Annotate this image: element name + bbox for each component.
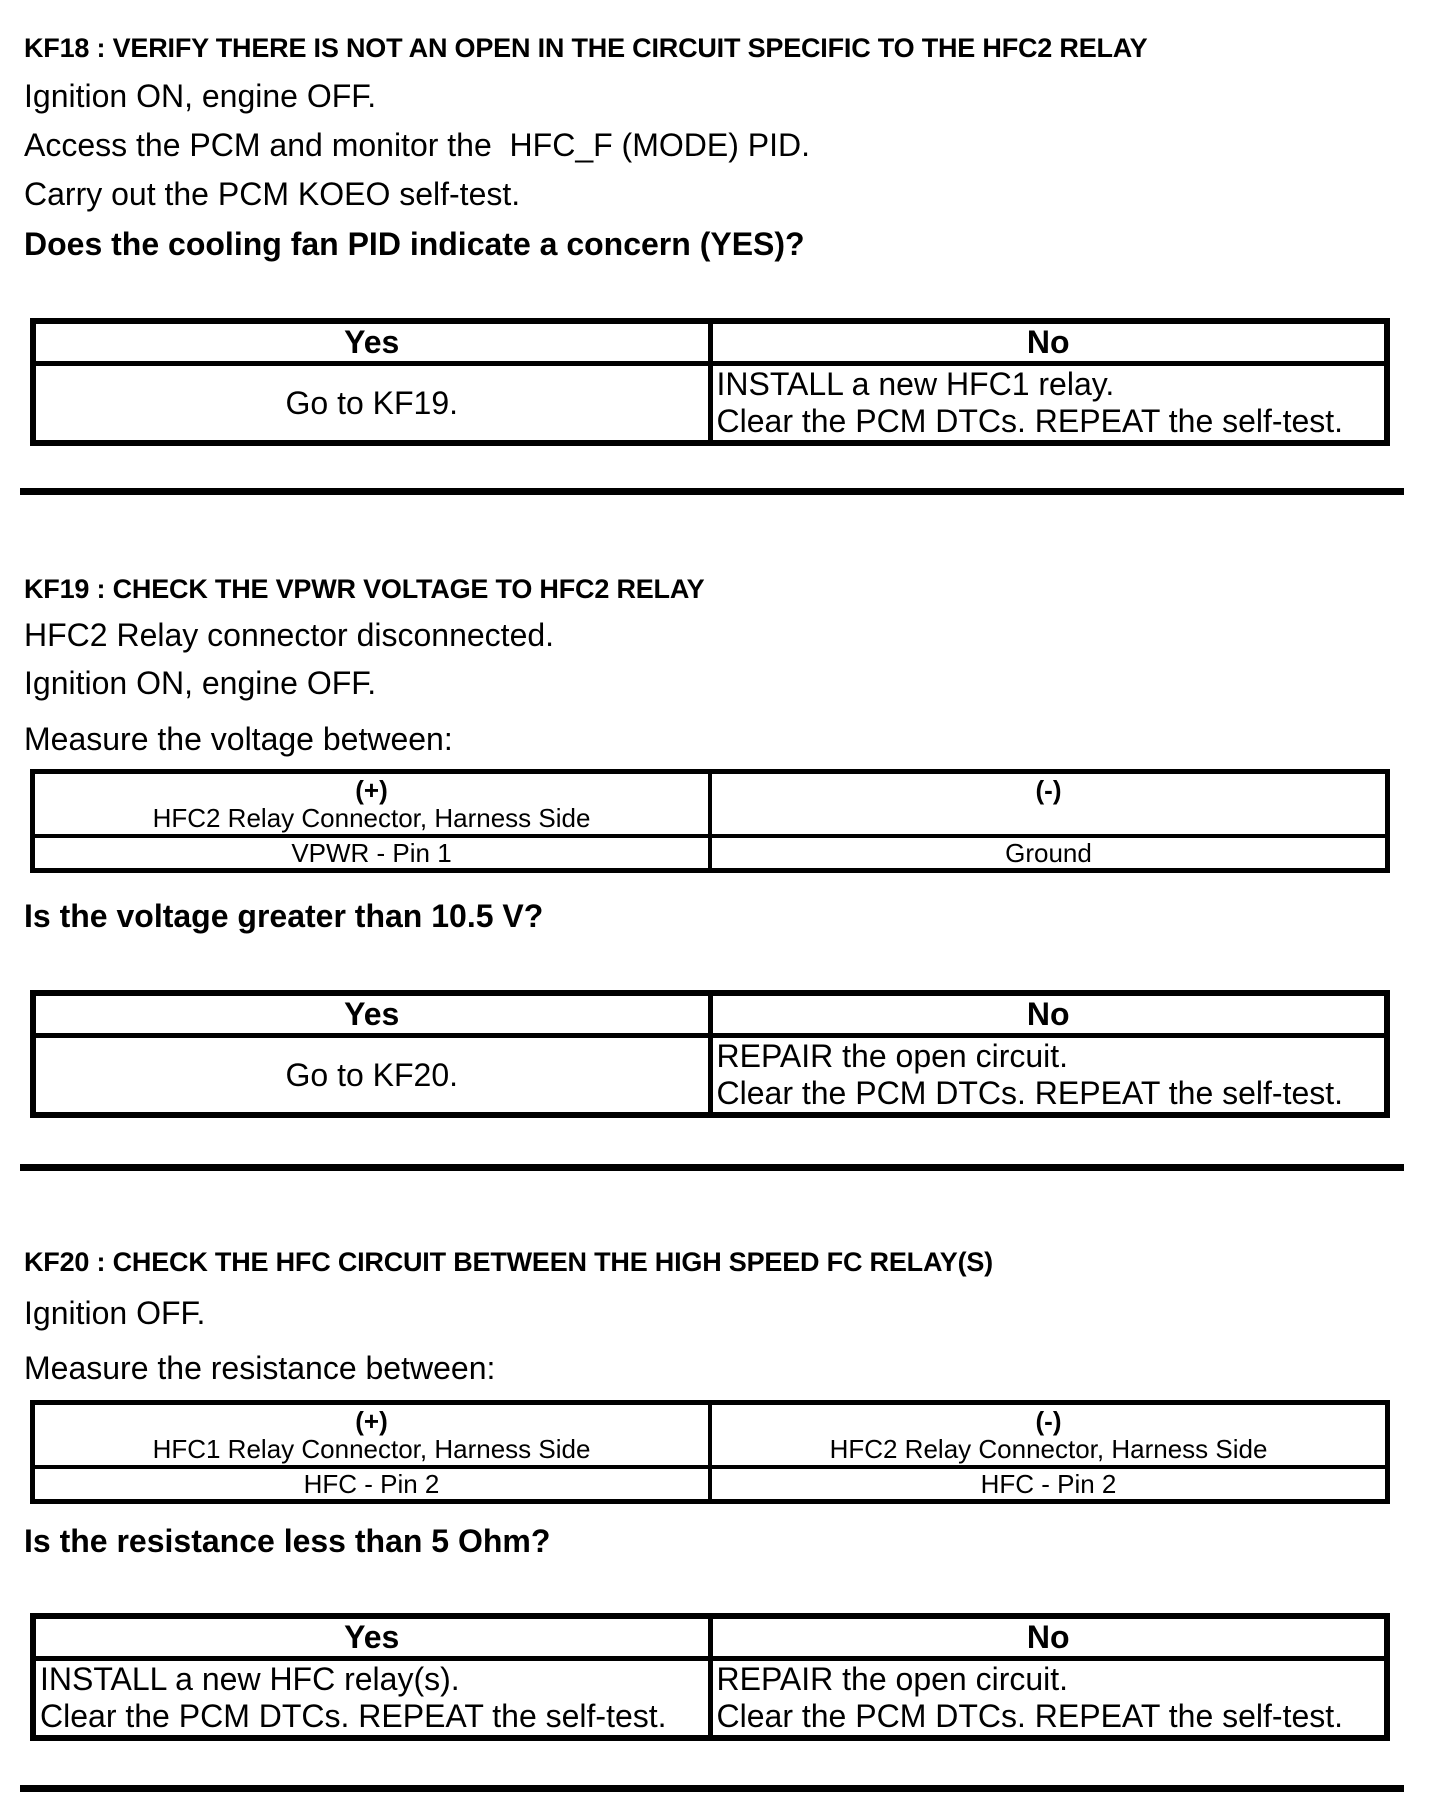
yes-column-header: Yes [33,993,710,1036]
plus-point-cell: HFC - Pin 2 [33,1467,711,1502]
no-column-header: No [710,993,1387,1036]
decision-body-row [33,1036,1387,1116]
kf19-measurement-table [30,769,1390,873]
kf18-question: Does the cooling fan PID indicate a concern (YES)? [24,226,805,262]
kf18-step: Access the PCM and monitor the HFC_F (MODE) PID. [24,127,810,163]
decision-header-row [33,321,1387,364]
no-column-header: No [710,321,1387,364]
no-action-line: Clear the PCM DTCs. REPEAT the self-test. [716,1075,1344,1111]
section-divider [20,1785,1404,1792]
plus-connector-label: HFC2 Relay Connector, Harness Side [152,803,591,833]
kf19-heading: KF19 : CHECK THE VPWR VOLTAGE TO HFC2 RELAY [24,574,705,604]
no-action-line: Clear the PCM DTCs. REPEAT the self-test. [716,1698,1344,1734]
minus-point-cell: Ground [710,836,1388,871]
kf18-heading: KF18 : VERIFY THERE IS NOT AN OPEN IN THE CIRCUIT SPECIFIC TO THE HFC2 RELAY [24,33,1148,63]
decision-header-row [33,1616,1387,1659]
plus-sign: (+) [355,1406,388,1436]
no-action-line: INSTALL a new HFC1 relay. [716,366,1115,402]
kf18-decision-table [30,318,1390,446]
decision-header-row [33,993,1387,1036]
minus-header-cell [710,1403,1388,1468]
kf18-step: Carry out the PCM KOEO self-test. [24,176,521,212]
no-action-line: REPAIR the open circuit. [716,1038,1069,1074]
kf20-heading: KF20 : CHECK THE HFC CIRCUIT BETWEEN THE HIGH SPEED FC RELAY(S) [24,1247,993,1277]
no-column-header: No [710,1616,1387,1659]
kf20-measure-intro: Measure the resistance between: [24,1350,496,1386]
no-action-line: Clear the PCM DTCs. REPEAT the self-test. [716,403,1344,439]
yes-column-header: Yes [33,321,710,364]
no-action-line: REPAIR the open circuit. [716,1661,1069,1697]
no-action-cell [710,1659,1387,1739]
plus-connector-label: HFC1 Relay Connector, Harness Side [152,1434,591,1464]
no-action-cell [710,1036,1387,1116]
minus-sign: (-) [1035,1406,1062,1436]
kf20-decision-table [30,1613,1390,1741]
plus-point-cell: VPWR - Pin 1 [33,836,711,871]
kf19-decision-table [30,990,1390,1118]
decision-body-row [33,364,1387,444]
kf19-step: HFC2 Relay connector disconnected. [24,617,555,653]
kf20-measurement-table [30,1400,1390,1504]
plus-sign: (+) [355,775,388,805]
measurement-value-row [33,1467,1388,1502]
kf19-step: Ignition ON, engine OFF. [24,665,377,701]
section-divider [20,488,1404,495]
measurement-header-row [33,772,1388,837]
yes-action-cell [33,364,710,444]
plus-header-cell [33,1403,711,1468]
measurement-value-row [33,836,1388,871]
section-divider [20,1164,1404,1171]
plus-header-cell [33,772,711,837]
yes-column-header: Yes [33,1616,710,1659]
minus-sign: (-) [1035,775,1062,805]
yes-action-line: Clear the PCM DTCs. REPEAT the self-test. [40,1698,667,1734]
yes-action-cell [33,1659,710,1739]
yes-action-line: INSTALL a new HFC relay(s). [40,1661,460,1697]
minus-point-cell: HFC - Pin 2 [710,1467,1388,1502]
kf18-step: Ignition ON, engine OFF. [24,78,377,114]
yes-action-line: Go to KF19. [285,384,459,421]
yes-action-line: Go to KF20. [285,1056,459,1093]
no-action-cell [710,364,1387,444]
kf20-question: Is the resistance less than 5 Ohm? [24,1523,551,1559]
decision-body-row [33,1659,1387,1739]
kf20-step: Ignition OFF. [24,1295,206,1331]
minus-connector-label: HFC2 Relay Connector, Harness Side [829,1434,1268,1464]
minus-header-cell [710,772,1388,837]
yes-action-cell [33,1036,710,1116]
measurement-header-row [33,1403,1388,1468]
kf19-measure-intro: Measure the voltage between: [24,721,453,757]
kf19-question: Is the voltage greater than 10.5 V? [24,898,544,934]
